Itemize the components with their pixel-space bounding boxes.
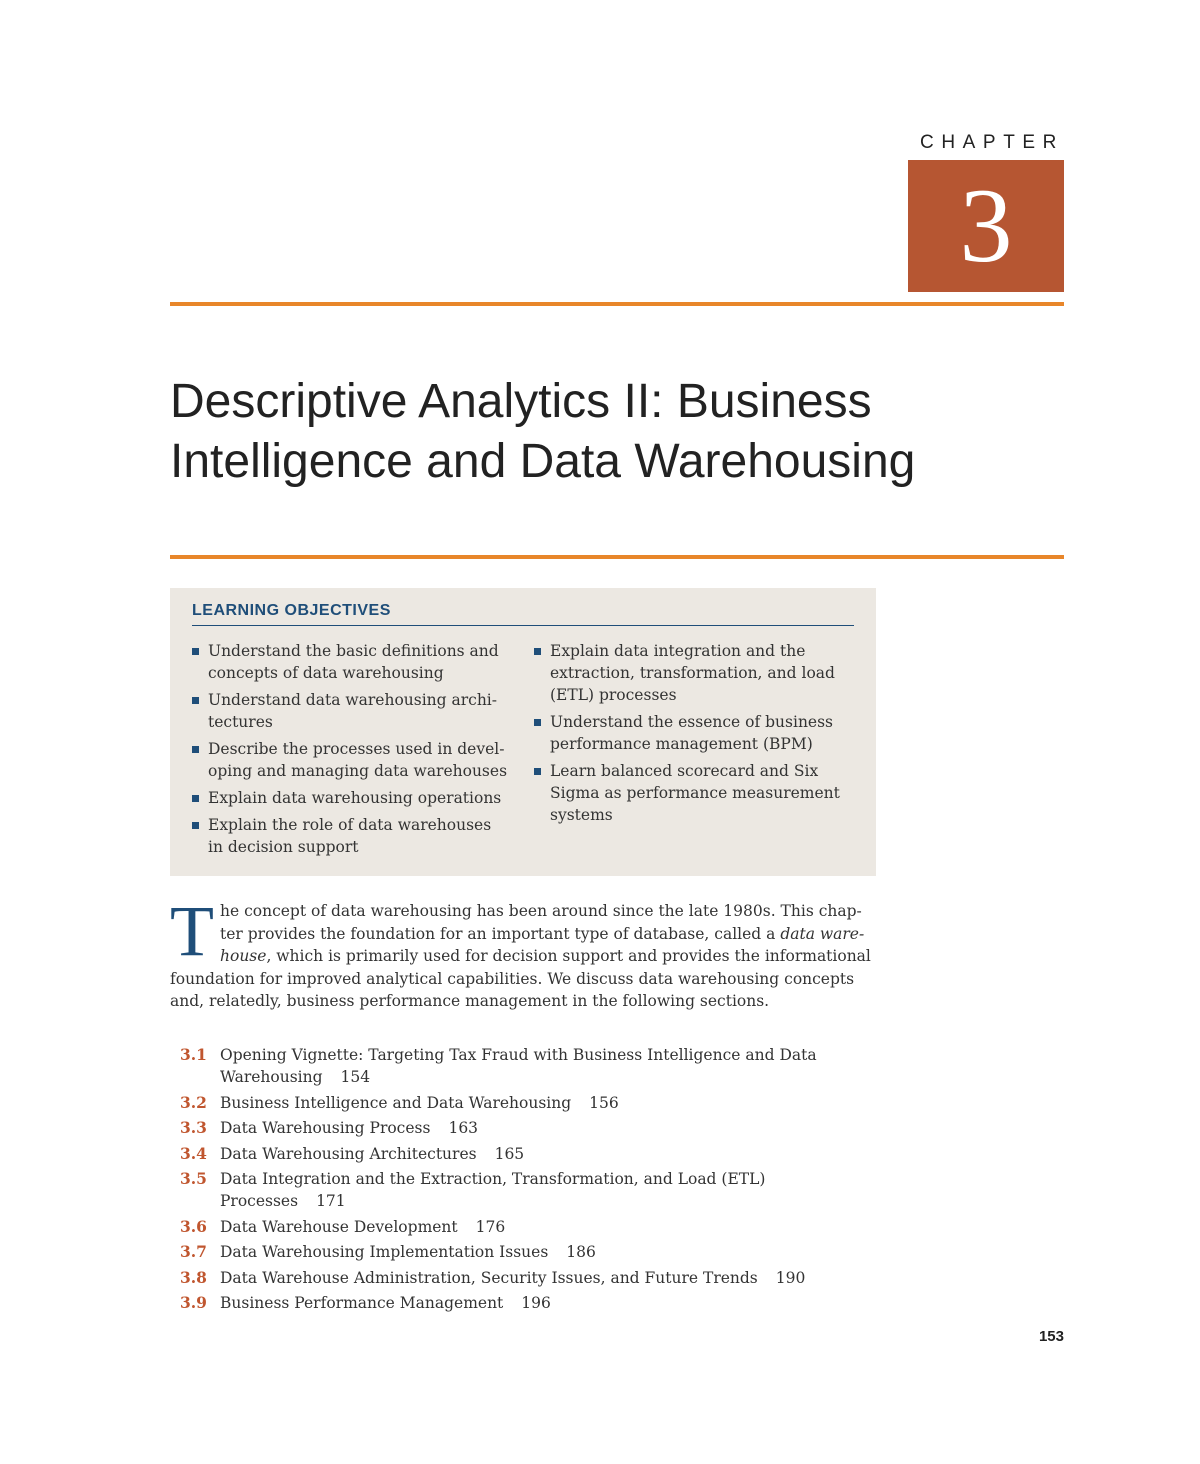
page-number: 153 [1038, 1328, 1064, 1345]
toc-item [170, 1292, 890, 1314]
section-number: 3.4 [180, 1143, 207, 1163]
objectives-right-column [532, 640, 852, 831]
section-title: Data Warehouse Administration, Security Issues, and Future Trends [220, 1268, 758, 1287]
square-bullet-icon [534, 768, 541, 775]
drop-cap: T [170, 891, 214, 971]
bottom-divider [170, 555, 1064, 559]
section-page: 154 [340, 1068, 371, 1086]
intro-line-3: house, which is primarily used for decision support and provides the informational [220, 947, 871, 965]
top-divider [170, 302, 1064, 306]
section-number: 3.8 [180, 1267, 207, 1287]
section-number: 3.5 [180, 1169, 207, 1188]
square-bullet-icon [192, 822, 199, 829]
section-page: 171 [316, 1192, 346, 1210]
square-bullet-icon [192, 648, 199, 655]
square-bullet-icon [534, 648, 541, 655]
toc-item [170, 1241, 890, 1263]
section-title: Data Warehousing Architectures [220, 1144, 477, 1163]
section-title: Opening Vignette: Targeting Tax Fraud with Business Intelligence and Data [220, 1046, 817, 1064]
square-bullet-icon [192, 746, 199, 753]
chapter-label: CHAPTER [920, 132, 1064, 153]
toc-item [170, 1216, 890, 1238]
learning-objectives-heading: LEARNING OBJECTIVES [192, 602, 854, 626]
section-page: 163 [448, 1119, 479, 1137]
intro-line-4: foundation for improved analytical capabilities. We discuss data warehousing concepts [170, 969, 855, 988]
section-number: 3.2 [180, 1092, 207, 1112]
section-list [170, 1044, 890, 1318]
section-title: Data Warehouse Development [220, 1217, 458, 1236]
intro-paragraph [170, 891, 876, 1013]
section-title: Data Integration and the Extraction, Transformation, and Load (ETL) [220, 1170, 766, 1188]
intro-line-1: he concept of data warehousing has been around since the late 1980s. This chap- [220, 902, 862, 920]
objective-item: Explain the role of data warehouses in decision support [190, 814, 520, 858]
section-number: 3.6 [180, 1216, 207, 1236]
chapter-title-line-2: Intelligence and Data Warehousing [170, 435, 916, 488]
section-title-continued: Warehousing [220, 1068, 323, 1086]
learning-objectives-panel [170, 588, 876, 876]
toc-item [170, 1267, 890, 1289]
chapter-number: 3 [959, 167, 1013, 284]
objective-item: Explain data integration and the extraction, transformation, and load (ETL) processes [532, 640, 852, 706]
section-number: 3.9 [180, 1293, 207, 1312]
toc-item [170, 1092, 890, 1114]
chapter-title [170, 372, 1050, 492]
square-bullet-icon [192, 795, 199, 802]
objective-item: Understand the essence of business performance management (BPM) [532, 711, 852, 755]
objective-item: Understand data warehousing archi- tectures [190, 689, 520, 733]
toc-item [170, 1168, 890, 1212]
toc-item [170, 1044, 890, 1088]
objective-item: Describe the processes used in devel- oping and managing data warehouses [190, 738, 520, 782]
objective-item: Understand the basic definitions and concepts of data warehousing [190, 640, 520, 684]
section-title: Business Performance Management [220, 1294, 504, 1312]
section-title-continued: Processes [220, 1192, 299, 1210]
objectives-left-column [190, 640, 520, 863]
objective-item: Explain data warehousing operations [190, 787, 520, 809]
section-number: 3.7 [180, 1242, 207, 1261]
section-number: 3.1 [180, 1045, 207, 1064]
objective-item: Learn balanced scorecard and Six Sigma as performance measurement systems [532, 760, 852, 826]
section-page: 165 [494, 1144, 525, 1163]
section-title: Data Warehousing Process [220, 1119, 431, 1137]
square-bullet-icon [192, 697, 199, 704]
toc-item [170, 1143, 890, 1165]
section-page: 186 [566, 1243, 596, 1261]
section-page: 190 [775, 1268, 806, 1287]
section-number: 3.3 [180, 1118, 207, 1137]
section-title: Data Warehousing Implementation Issues [220, 1243, 549, 1261]
chapter-number-box [908, 160, 1064, 292]
square-bullet-icon [534, 719, 541, 726]
chapter-title-line-1: Descriptive Analytics II: Business [170, 375, 872, 428]
intro-line-2: ter provides the foundation for an important type of database, called a data ware- [220, 924, 865, 943]
section-page: 176 [475, 1217, 506, 1236]
section-page: 196 [521, 1294, 551, 1312]
intro-line-5: and, relatedly, business performance management in the following sections. [170, 992, 770, 1010]
toc-item [170, 1117, 890, 1139]
section-title: Business Intelligence and Data Warehousing [220, 1093, 572, 1112]
section-page: 156 [589, 1093, 619, 1112]
